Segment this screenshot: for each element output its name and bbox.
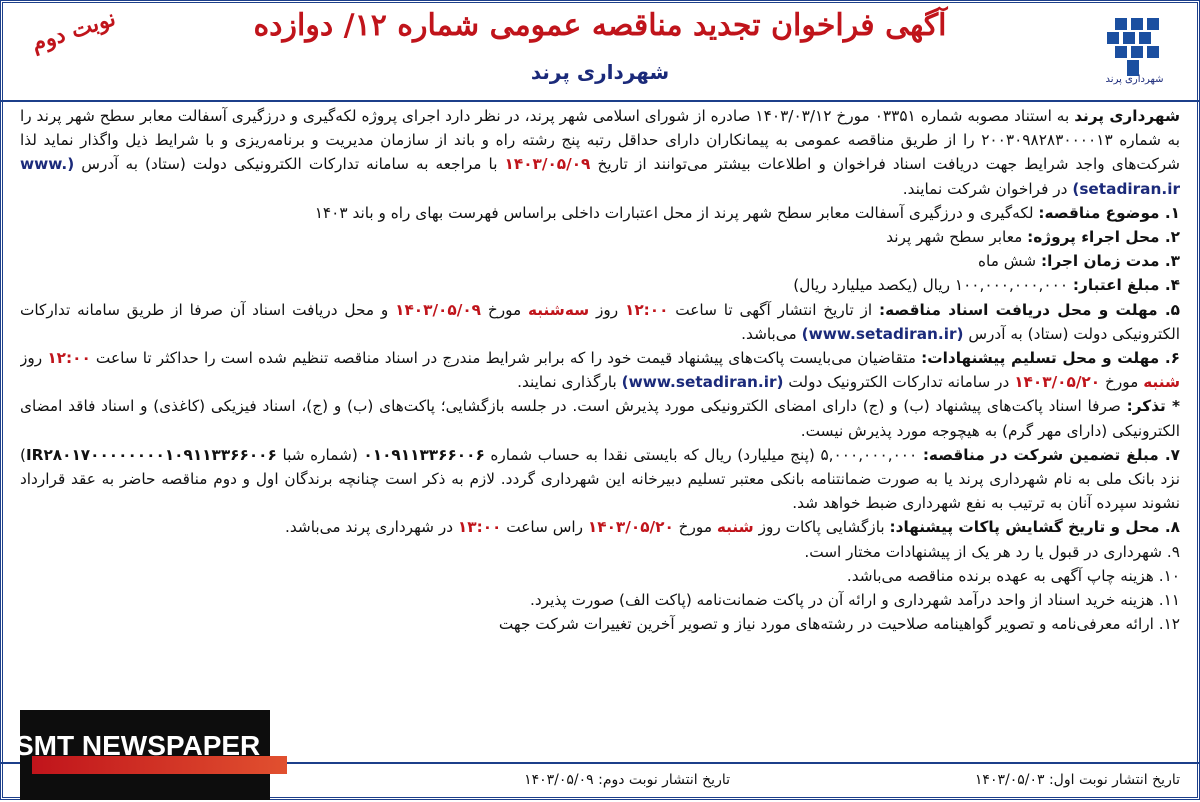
- announcement-body: [20, 104, 1180, 760]
- list-item: ۹. شهرداری در قبول یا رد هر یک از پیشنهادات مختار است.: [804, 542, 1180, 561]
- second-publication-date: تاریخ انتشار نوبت دوم: ۱۴۰۳/۰۵/۰۹: [524, 772, 730, 788]
- setad-link[interactable]: (www.setadiran.ir): [621, 373, 784, 392]
- list-item: ۸. محل و تاریخ گشایش پاکات پیشنهاد: بازگشایی پاکات روز شنبه مورخ ۱۴۰۳/۰۵/۲۰ راس ساعت ۱۳:۰۰ در شهرداری پرند می‌باشد.: [284, 518, 1180, 537]
- list-item: ۶. مهلت و محل تسلیم پیشنهادات: متقاضیان می‌بایست پاکت‌های پیشنهاد قیمت خود را که برابر شرایط مندرج در اسناد مناقصه تنظیم شده است را حداکثر تا ساعت ۱۲:۰۰ روز شنبه مورخ ۱۴۰۳/۰۵/۲۰ در سامانه تدارکات الکترونیک دولت (www.setadiran.ir) بارگذاری نمایند.: [20, 349, 1180, 392]
- list-item: ۱۰. هزینه چاپ آگهی به عهده برنده مناقصه می‌باشد.: [846, 566, 1180, 585]
- setad-link[interactable]: (www. setadiran.ir): [20, 155, 1180, 198]
- list-item: ۵. مهلت و محل دریافت اسناد مناقصه: از تاریخ انتشار آگهی تا ساعت ۱۲:۰۰ روز سه‌شنبه مورخ ۱۴۰۳/۰۵/۰۹ و محل دریافت اسناد آن صرفا از طریق سامانه تدارکات الکترونیکی دولت (ستاد) به آدرس (www.setadiran.ir) می‌باشد.: [20, 300, 1180, 343]
- iban-number: IR۲۸۰۱۷۰۰۰۰۰۰۰۰۱۰۹۱۱۳۳۶۶۰۰۶: [25, 445, 277, 464]
- list-item: ۱. موضوع مناقصه: لکه‌گیری و درزگیری آسفالت معابر سطح شهر پرند از محل اعتبارات داخلی براساس فهرست بهای راه و باند ۱۴۰۳: [314, 203, 1180, 222]
- list-item: ۷. مبلغ تضمین شرکت در مناقصه: ۵,۰۰۰,۰۰۰,۰۰۰ (پنج میلیارد) ریال که بایستی نقدا به حساب شماره ۰۱۰۹۱۱۳۳۶۶۰۰۶ (شماره شبا IR۲۸۰۱۷۰۰۰۰۰۰۰۰۱۰۹۱۱۳۳۶۶۰۰۶) نزد بانک ملی به نام شهرداری پرند یا به صورت ضمانتنامه بانکی معتبر تسلیم دبیرخانه این شهرداری گردد. لازم به ذکر است چنانچه برندگان اول و دوم مناقصه حاضر به عقد قرارداد نشوند سپرده آنان به ترتیب به نفع شهرداری ضبط خواهد شد.: [20, 445, 1180, 513]
- list-item: ۲. محل اجراء پروژه: معابر سطح شهر پرند: [886, 228, 1180, 247]
- org-name: شهرداری پرند: [1074, 107, 1180, 125]
- header: [0, 0, 1200, 102]
- setad-link[interactable]: (www.setadiran.ir): [801, 324, 964, 343]
- note-paragraph: * تذکر: صرفا اسناد پاکت‌های پیشنهاد (ب) و (ج) دارای امضای الکترونیکی مورد پذیرش است. در جلسه بازگشایی؛ پاکت‌های (ب) و (ج)، اسناد فیزیکی (کاغذی) و اسناد فاقد امضای الکترونیکی (دارای مهر گرم) به هیچوجه مورد پذیرش نیست.: [20, 397, 1180, 440]
- page-title: آگهی فراخوان تجدید مناقصه عمومی شماره ۱۲/ دوازده: [253, 8, 947, 43]
- logo-caption: شهرداری پرند: [1105, 74, 1164, 85]
- edition-badge: نوبت دوم: [28, 5, 119, 57]
- start-date: ۱۴۰۳/۰۵/۰۹: [504, 155, 591, 174]
- intro-paragraph: شهرداری پرند به استناد مصوبه شماره ۰۳۳۵۱ مورخ ۱۴۰۳/۰۳/۱۲ صادره از شورای اسلامی شهر پرند، در نظر دارد اجرای پروژه لکه‌گیری و درزگیری آسفالت معابر سطح شهر پرند را به شماره ۲۰۰۳۰۹۸۲۸۳۰۰۰۰۱۳ را از طریق مناقصه عمومی به پیمانکاران دارای حداقل رتبه پنج رشته راه و باند از سازمان مدیریت و برنامه‌ریزی و با شرایط ذیل واگذار نماید لذا شرکت‌های واجد شرایط جهت دریافت اسناد فراخوان و اطلاعات بیشتر می‌توانند از تاریخ ۱۴۰۳/۰۵/۰۹ با مراجعه به سامانه تدارکات الکترونیکی دولت (ستاد) به آدرس (www. setadiran.ir) در فراخوان شرکت نمایند.: [20, 107, 1180, 198]
- list-item: ۳. مدت زمان اجرا: شش ماه: [978, 252, 1180, 271]
- watermark-brand: SMT NEWSPAPER: [15, 730, 261, 761]
- first-publication-date: تاریخ انتشار نوبت اول: ۱۴۰۳/۰۵/۰۳: [974, 772, 1180, 788]
- account-number: ۰۱۰۹۱۱۳۳۶۶۰۰۶: [363, 445, 485, 464]
- list-item: ۱۲. ارائه معرفی‌نامه و تصویر گواهینامه صلاحیت در رشته‌های مورد نیاز و تصویر آخرین تغییرات شرکت جهت: [498, 615, 1180, 634]
- list-item: ۴. مبلغ اعتبار: ۱۰۰,۰۰۰,۰۰۰,۰۰۰ ریال (یکصد میلیارد ریال): [793, 276, 1180, 295]
- list-item: ۱۱. هزینه خرید اسناد از واحد درآمد شهرداری و ارائه آن در پاکت ضمانت‌نامه (پاکت الف) صورت پذیرد.: [529, 591, 1180, 610]
- page-subtitle: شهرداری پرند: [530, 60, 670, 84]
